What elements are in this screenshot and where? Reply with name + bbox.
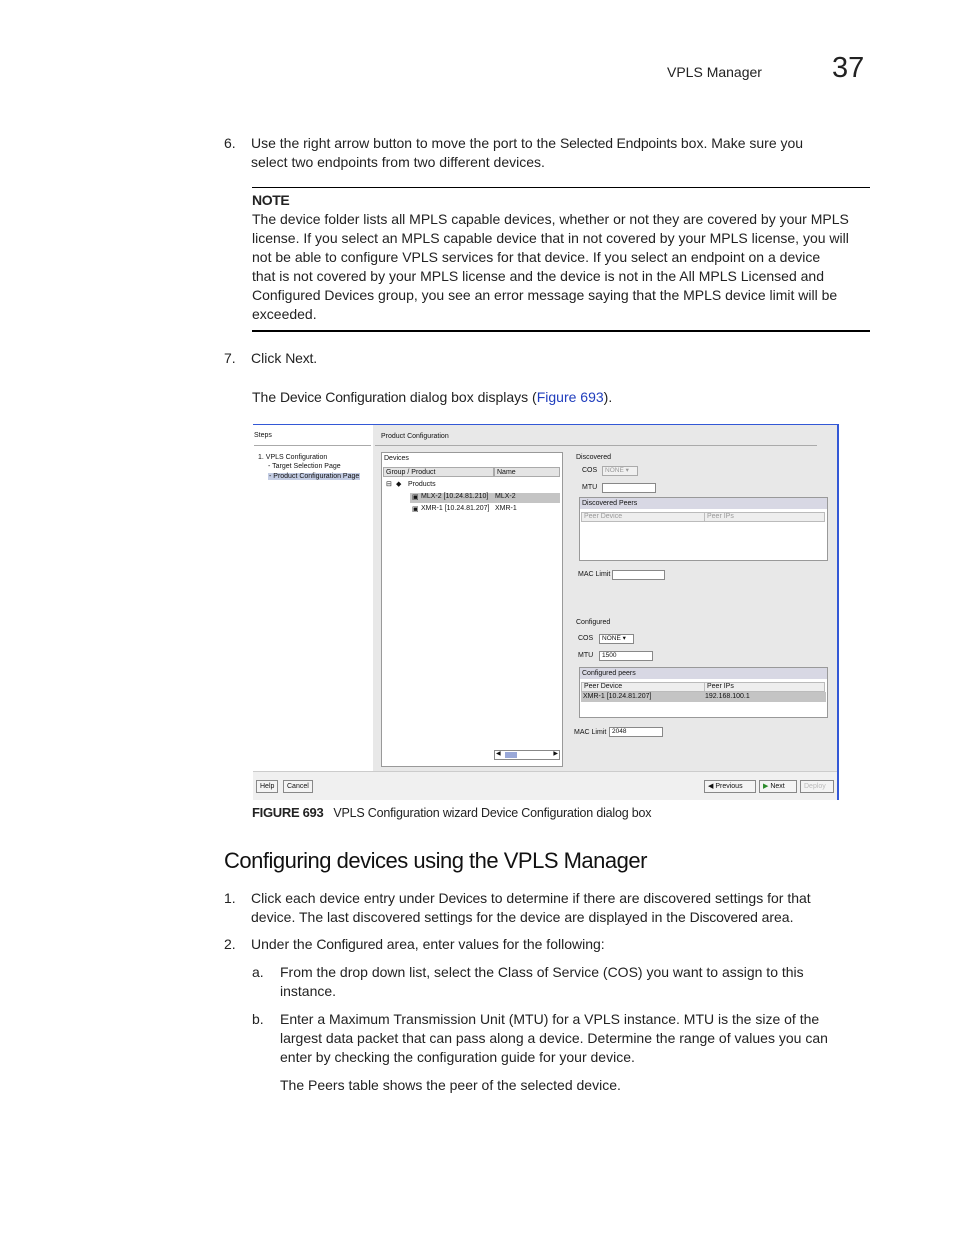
item-text: Under the	[251, 936, 317, 952]
note-line: not be able to configure VPLS services for that device. If you select an endpoint on a device	[252, 249, 821, 265]
discovered-peers-table	[579, 497, 828, 561]
item-number: 1.	[224, 890, 236, 906]
step-text: box. Make sure you	[677, 135, 804, 151]
dialog-button-bar	[253, 771, 837, 800]
step-target-selection: - Target Selection Page	[268, 463, 341, 470]
tree-item-device[interactable]: MLX-2 [10.24.81.210]	[421, 493, 489, 500]
divider	[254, 445, 371, 446]
figure-label: FIGURE 693	[252, 805, 324, 820]
step-6	[224, 134, 864, 174]
device-name: MLX-2	[495, 493, 516, 500]
scroll-thumb[interactable]	[505, 752, 517, 758]
steps-panel	[253, 425, 373, 771]
dialog-display-paragraph	[252, 388, 612, 407]
right-arrow-icon: ▶	[763, 783, 769, 790]
column-header-peer-ips[interactable]: Peer IPs	[704, 682, 825, 692]
item-text: device. The last discovered settings for the device are displayed in the	[251, 909, 690, 925]
table-title: Discovered Peers	[580, 498, 827, 509]
note-line: Configured Devices group, you see an error message saying that the MPLS device limit will be	[252, 287, 838, 303]
figure-caption-text: VPLS Configuration wizard Device Configuration dialog box	[333, 806, 652, 820]
device-configuration-dialog-screenshot	[253, 424, 839, 800]
figure-caption	[252, 805, 651, 820]
horizontal-scrollbar[interactable]	[494, 750, 560, 760]
step-text: Click	[251, 350, 286, 366]
configured-cos-select[interactable]: NONE ▾	[599, 634, 634, 644]
para-text: ).	[603, 389, 613, 405]
discovered-mac-limit-field	[612, 570, 665, 580]
item-number: 2.	[224, 936, 236, 952]
steps-title: Steps	[254, 432, 272, 439]
cos-value: NONE	[605, 467, 624, 474]
figure-link[interactable]: Figure 693	[536, 389, 604, 405]
help-button[interactable]: Help	[256, 780, 278, 793]
step-number: 6.	[224, 135, 236, 151]
next-button[interactable]	[759, 780, 797, 793]
note-line: license. If you select an MPLS capable device that in not covered by your MPLS license, you will	[252, 230, 849, 246]
device-icon: ▣	[412, 506, 419, 513]
cancel-button[interactable]: Cancel	[283, 780, 313, 793]
step-text-line2: select two endpoints from two different devices.	[251, 154, 545, 170]
tree-item-products[interactable]: Products	[408, 481, 436, 488]
folder-icon: ◆	[396, 481, 402, 488]
left-arrow-icon: ◀	[708, 783, 714, 790]
tree-collapse-icon[interactable]: ⊟	[386, 481, 392, 488]
cos-label: COS	[582, 467, 598, 474]
devices-title: Devices	[384, 455, 409, 462]
sub-item-b	[252, 1010, 892, 1070]
peers-table-note: The Peers table shows the peer of the selected device.	[280, 1077, 621, 1093]
bold-term: Configured	[316, 936, 383, 952]
table-row[interactable]	[581, 692, 826, 702]
cos-label: COS	[578, 635, 594, 642]
header-section-title: VPLS Manager	[667, 64, 762, 80]
product-configuration-title: Product Configuration	[381, 433, 449, 440]
cos-value: NONE	[602, 635, 621, 642]
list-item-1	[224, 889, 884, 929]
configured-mac-limit-field[interactable]: 2048	[609, 727, 663, 737]
note-line: exceeded.	[252, 306, 317, 322]
item-text: largest data packet that can pass along a device. Determine the range of values you can	[280, 1030, 828, 1046]
item-text: instance.	[280, 983, 337, 999]
configured-mtu-field[interactable]: 1500	[599, 651, 653, 661]
sub-item-a	[252, 963, 892, 1003]
bold-term: Discovered	[689, 909, 758, 925]
note-line: The device folder lists all MPLS capable devices, whether or not they are covered by your MPLS	[252, 211, 849, 227]
header-chapter-number: 37	[832, 52, 865, 84]
step-product-configuration: - Product Configuration Page	[269, 473, 360, 480]
tree-item-device[interactable]: XMR-1 [10.24.81.207]	[421, 505, 490, 512]
item-text: Enter a Maximum Transmission Unit (MTU) for a VPLS instance. MTU is the size of the	[280, 1011, 820, 1027]
mtu-label: MTU	[582, 484, 598, 491]
section-heading: Configuring devices using the VPLS Manager	[224, 848, 647, 873]
step-number: 7.	[224, 350, 236, 366]
discovered-section-title: Discovered	[576, 454, 612, 461]
item-text: to determine if there are discovered settings for that	[486, 890, 811, 906]
devices-panel	[381, 452, 563, 767]
scroll-left-icon[interactable]: ◀	[496, 751, 501, 757]
previous-label: Previous	[715, 783, 743, 790]
item-text: area.	[757, 909, 794, 925]
note-box	[252, 187, 870, 332]
bold-term: Device Configuration	[280, 389, 406, 405]
mac-limit-label: MAC Limit	[574, 729, 607, 736]
column-header-group-product[interactable]: Group / Product	[383, 467, 494, 477]
mtu-label: MTU	[578, 652, 594, 659]
item-text: Click each device entry under	[251, 890, 439, 906]
device-name: XMR-1	[495, 505, 517, 512]
step-vpls-configuration: 1. VPLS Configuration	[258, 454, 328, 461]
mac-limit-label: MAC Limit	[578, 571, 611, 578]
step-text: .	[313, 350, 318, 366]
column-header-name[interactable]: Name	[494, 467, 560, 477]
item-text: From the drop down list, select the Class of Service (COS) you want to assign to this	[280, 964, 804, 980]
step-text: Use the right arrow button to move the port to the	[251, 135, 560, 151]
deploy-button[interactable]: Deploy	[800, 780, 834, 793]
discovered-cos-select: NONE ▾	[602, 466, 638, 476]
column-header-peer-ips[interactable]: Peer IPs	[704, 512, 825, 522]
column-header-peer-device[interactable]: Peer Device	[581, 682, 705, 692]
bold-term: Devices	[438, 890, 487, 906]
step-7	[224, 349, 624, 369]
peer-device-cell: XMR-1 [10.24.81.207]	[583, 693, 652, 700]
bold-term: Next	[285, 350, 314, 366]
configured-section-title: Configured	[576, 619, 611, 626]
next-label: Next	[770, 783, 785, 790]
peer-ip-cell: 192.168.100.1	[705, 693, 750, 700]
para-text: The	[252, 389, 281, 405]
configured-peers-table	[579, 667, 828, 718]
note-line: that is not covered by your MPLS license and the device is not in the All MPLS Licensed and	[252, 268, 824, 284]
item-text: enter by checking the configuration guide for your device.	[280, 1049, 635, 1065]
list-item-2	[224, 935, 884, 955]
divider	[375, 445, 817, 446]
note-title: NOTE	[252, 192, 290, 208]
para-text: dialog box displays (	[405, 389, 537, 405]
discovered-mtu-field	[602, 483, 656, 493]
item-text: area, enter values for the following:	[382, 936, 605, 952]
bold-term: Selected Endpoints	[559, 135, 677, 151]
table-title: Configured peers	[580, 668, 827, 679]
item-letter: b.	[252, 1011, 264, 1027]
column-header-peer-device[interactable]: Peer Device	[581, 512, 705, 522]
scroll-right-icon[interactable]: ▶	[553, 751, 558, 757]
item-letter: a.	[252, 964, 264, 980]
previous-button[interactable]	[704, 780, 756, 793]
device-icon: ▣	[412, 494, 419, 501]
